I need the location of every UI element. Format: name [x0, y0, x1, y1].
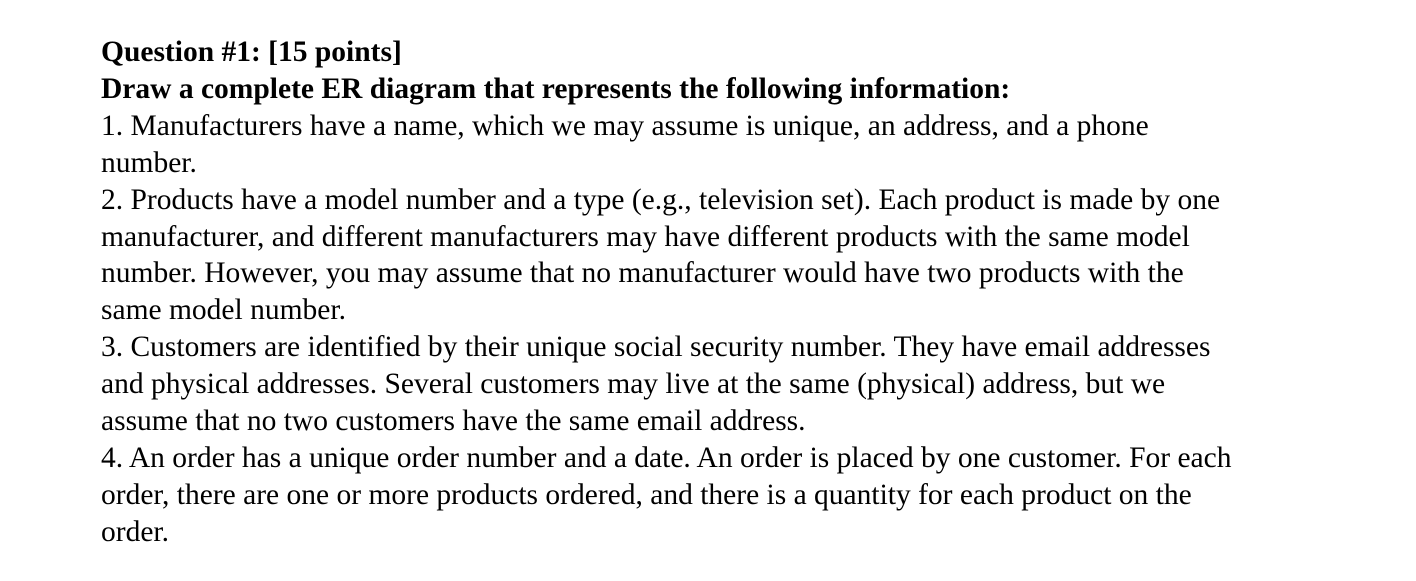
requirement-line: order, there are one or more products ordered, and there is a quantity for each product on the	[101, 478, 1192, 511]
requirement-line: number. However, you may assume that no manufacturer would have two products with the	[101, 257, 1184, 290]
requirement-line: 1. Manufacturers have a name, which we may assume is unique, an address, and a phone	[101, 109, 1149, 142]
requirement-item-2	[101, 182, 1401, 330]
requirement-line: manufacturer, and different manufacturers may have different products with the same model	[101, 220, 1190, 253]
requirement-line: number.	[101, 146, 197, 179]
requirement-line: 3. Customers are identified by their unique social security number. They have email addresses	[101, 331, 1211, 364]
requirement-line: and physical addresses. Several customers may live at the same (physical) address, but we	[101, 368, 1166, 401]
requirement-item-3	[101, 329, 1401, 440]
requirement-line: order.	[101, 515, 169, 548]
requirement-item-4	[101, 440, 1401, 551]
question-heading: Question #1: [15 points]	[101, 36, 402, 68]
requirement-item-1	[101, 108, 1401, 182]
requirement-line: 4. An order has a unique order number and a date. An order is placed by one customer. For each	[101, 441, 1232, 474]
requirement-line: same model number.	[101, 294, 346, 327]
question-prompt: Draw a complete ER diagram that represents the following information:	[101, 72, 1011, 105]
requirement-line: assume that no two customers have the same email address.	[101, 405, 806, 438]
question-document	[101, 34, 1401, 551]
requirement-line: 2. Products have a model number and a type (e.g., television set). Each product is made by one	[101, 183, 1221, 216]
